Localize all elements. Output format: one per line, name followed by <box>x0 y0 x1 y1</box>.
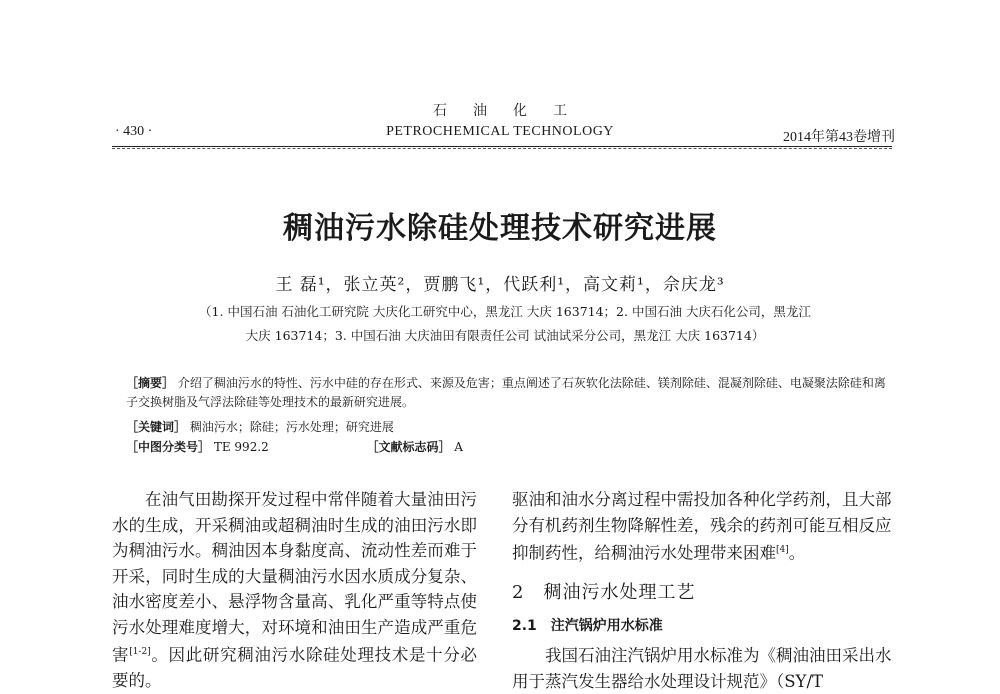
journal-name-en: PETROCHEMICAL TECHNOLOGY <box>386 124 614 139</box>
abstract-label: ［摘要］ <box>126 376 175 390</box>
cont-text-b: 。 <box>788 543 806 563</box>
authors: 王 磊¹，张立英²，贾鹏飞¹，代跃利¹，高文莉¹，佘庆龙³ <box>275 275 725 295</box>
citation-4: [4] <box>776 545 789 555</box>
left-column <box>112 487 477 694</box>
doc-code-value: A <box>454 440 463 454</box>
classification <box>126 438 896 457</box>
affiliation-line-2: 大庆 163714；3. 中国石油 大庆油田有限责任公司 试油试采分公司，黑龙江 大庆 163714） <box>245 328 765 343</box>
page-number: · 430 · <box>115 124 153 139</box>
issue-label: 2014年第43卷增刊 <box>783 130 895 145</box>
clc-value: TE 992.2 <box>213 440 269 454</box>
clc-label: ［中图分类号］ <box>126 440 211 454</box>
keywords-label: ［关键词］ <box>126 420 187 434</box>
cont-text-a: 驱油和油水分离过程中需投加各种化学药剂，且大部分有机药剂生物降解性差，残余的药剂可能互相反应抑制药性，给稠油污水处理带来困难 <box>512 490 892 563</box>
continuation-paragraph <box>512 487 892 566</box>
header-rule <box>112 146 892 147</box>
right-column <box>512 487 892 694</box>
affiliation-line-1: （1. 中国石油 石油化工研究院 大庆化工研究中心，黑龙江 大庆 163714；2. 中国石油 大庆石化公司，黑龙江 <box>199 304 811 319</box>
citation-1-2: [1-2] <box>129 647 151 657</box>
abstract-text: 介绍了稠油污水的特性、污水中硅的存在形式、来源及危害；重点阐述了石灰软化法除硅、镁剂除硅、混凝剂除硅、电凝聚法除硅和离子交换树脂及气浮法除硅等处理技术的最新研究进展。 <box>126 376 886 409</box>
abstract <box>126 374 896 412</box>
journal-name-cn: 石油化工 <box>433 103 593 119</box>
article-title: 稠油污水除硅处理技术研究进展 <box>283 211 717 246</box>
intro-paragraph <box>112 487 477 694</box>
keywords-text: 稠油污水；除硅；污水处理；研究进展 <box>189 420 394 434</box>
subsection-2-1-heading: 2.1 注汽锅炉用水标准 <box>512 617 663 634</box>
section-2-heading: 2 稠油污水处理工艺 <box>512 582 696 603</box>
header-rule-dashed <box>112 148 892 149</box>
standard-paragraph: 我国石油注汽锅炉用水标准为《稠油油田采出水用于蒸汽发生器给水处理设计规范》（SY/T <box>512 646 892 691</box>
intro-text-a: 在油气田勘探开发过程中常伴随着大量油田污水的生成，开采稠油或超稠油时生成的油田污水即为稠油污水。稠油因本身黏度高、流动性差而难于开采，同时生成的大量稠油污水因水质成分复杂、油水密度差小、悬浮物含量高、乳化严重等特点使污水处理难度增大，对环境和油田生产造成严重危害 <box>112 490 477 665</box>
intro-text-b: 。因此研究稠油污水除硅处理技术是十分必要的。 <box>112 645 478 690</box>
keywords <box>126 418 896 437</box>
doc-code-label: ［文献标志码］ <box>366 440 451 454</box>
